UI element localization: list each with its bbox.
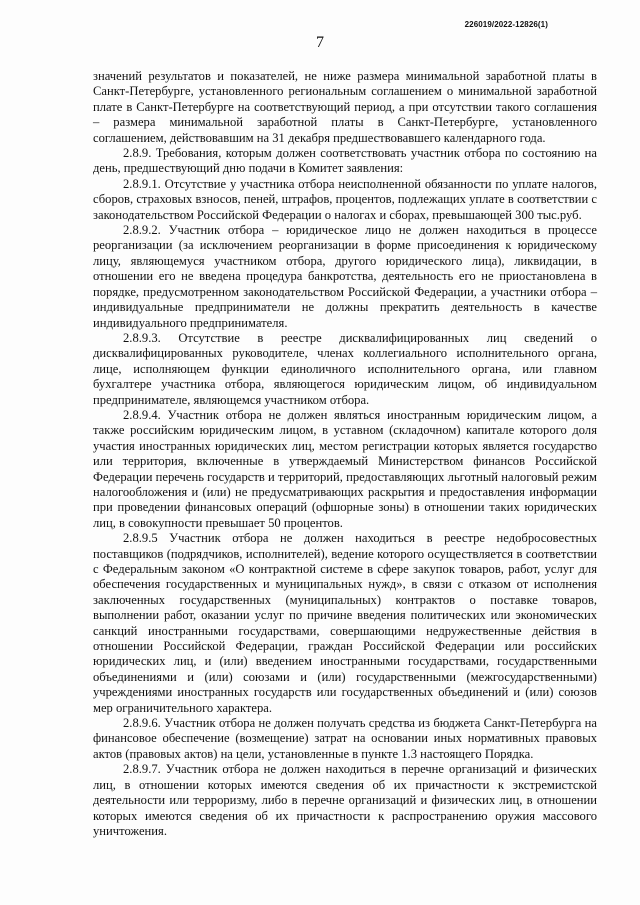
paragraph-2-8-9-5: 2.8.9.5 Участник отбора не должен находиться в реестре недобросовестных поставщиков (подрядчиков, исполнителей), ведение которого осуществляется в соответствии с Федеральным законом «О контрактной системе в сфере закупок товаров, работ, услуг для обеспечения государственных и муниципальных нужд», в связи с отказом от исполнения заключенных государственных (муниципальных) контрактов о поставке товаров, выполнении работ, оказании услуг по причине введения политических или экономических санкций иностранными государствами, совершающими недружественные действия в отношении Российской Федерации, граждан Российской Федерации или российских юридических лиц, и (или) введением иностранными государствами, государственными объединениями и (или) союзами и (или) государственными (межгосударственными) учреждениями иностранных государств или государственных объединений и (или) союзов мер ограничительного характера. — [93, 531, 597, 715]
document-number: 226019/2022-12826(1) — [464, 20, 548, 29]
paragraph-continuation: значений результатов и показателей, не ниже размера минимальной заработной платы в Санкт-Петербурге, установленного региональным соглашением о минимальной заработной плате в Санкт-Петербурге на соответствующий период, а при отсутствии такого соглашения – размера минимальной заработной платы в Санкт-Петербурге, установленного соглашением, действовавшим на 31 декабря предшествовавшего календарного года. — [93, 69, 597, 145]
paragraph-2-8-9-7: 2.8.9.7. Участник отбора не должен находиться в перечне организаций и физических лиц, в отношении которых имеются сведения об их причастности к экстремистской деятельности или терроризму, либо в перечне организаций и физических лиц, в отношении которых имеются сведения об их причастности к распространению оружия массового уничтожения. — [93, 762, 597, 838]
paragraph-2-8-9-6: 2.8.9.6. Участник отбора не должен получать средства из бюджета Санкт-Петербурга на финансовое обеспечение (возмещение) затрат на основании иных нормативных правовых актов (правовых актов) на цели, установленные в пункте 1.3 настоящего Порядка. — [93, 716, 597, 761]
paragraph-2-8-9-4: 2.8.9.4. Участник отбора не должен являться иностранным юридическим лицом, а также российским юридическим лицом, в уставном (складочном) капитале которого доля участия иностранных юридических лиц, местом регистрации которых является государство или территория, включенные в утверждаемый Министерством финансов Российской Федерации перечень государств и территорий, предоставляющих льготный налоговый режим налогообложения и (или) не предусматривающих раскрытия и предоставления информации при проведении финансовых операций (офшорные зоны) в отношении таких юридических лиц, в совокупности превышает 50 процентов. — [93, 407, 597, 530]
document-body — [93, 69, 597, 839]
page-number: 7 — [316, 34, 324, 51]
paragraph-2-8-9-3: 2.8.9.3. Отсутствие в реестре дисквалифицированных лиц сведений о дисквалифицированных руководителе, членах коллегиального исполнительного органа, лице, исполняющем функции единоличного исполнительного органа, или главном бухгалтере участника отбора, являющегося юридическим лицом, об индивидуальном предпринимателе, являющемся участником отбора. — [93, 330, 597, 407]
paragraph-2-8-9-2: 2.8.9.2. Участник отбора – юридическое лицо не должен находиться в процессе реорганизации (за исключением реорганизации в форме присоединения к юридическому лицу, являющемуся участником отбора, другого юридического лица), ликвидации, в отношении его не введена процедура банкротства, деятельность его не приостановлена в порядке, предусмотренном законодательством Российской Федерации, а участники отбора – индивидуальные предприниматели не должны прекратить деятельность в качестве индивидуального предпринимателя. — [93, 223, 597, 330]
paragraph-2-8-9-1: 2.8.9.1. Отсутствие у участника отбора неисполненной обязанности по уплате налогов, сборов, страховых взносов, пеней, штрафов, процентов, подлежащих уплате в соответствии с законодательством Российской Федерации о налогах и сборах, превышающей 300 тыс.руб. — [93, 176, 597, 222]
paragraph-2-8-9: 2.8.9. Требования, которым должен соответствовать участник отбора по состоянию на день, предшествующий дню подачи в Комитет заявления: — [93, 146, 597, 176]
